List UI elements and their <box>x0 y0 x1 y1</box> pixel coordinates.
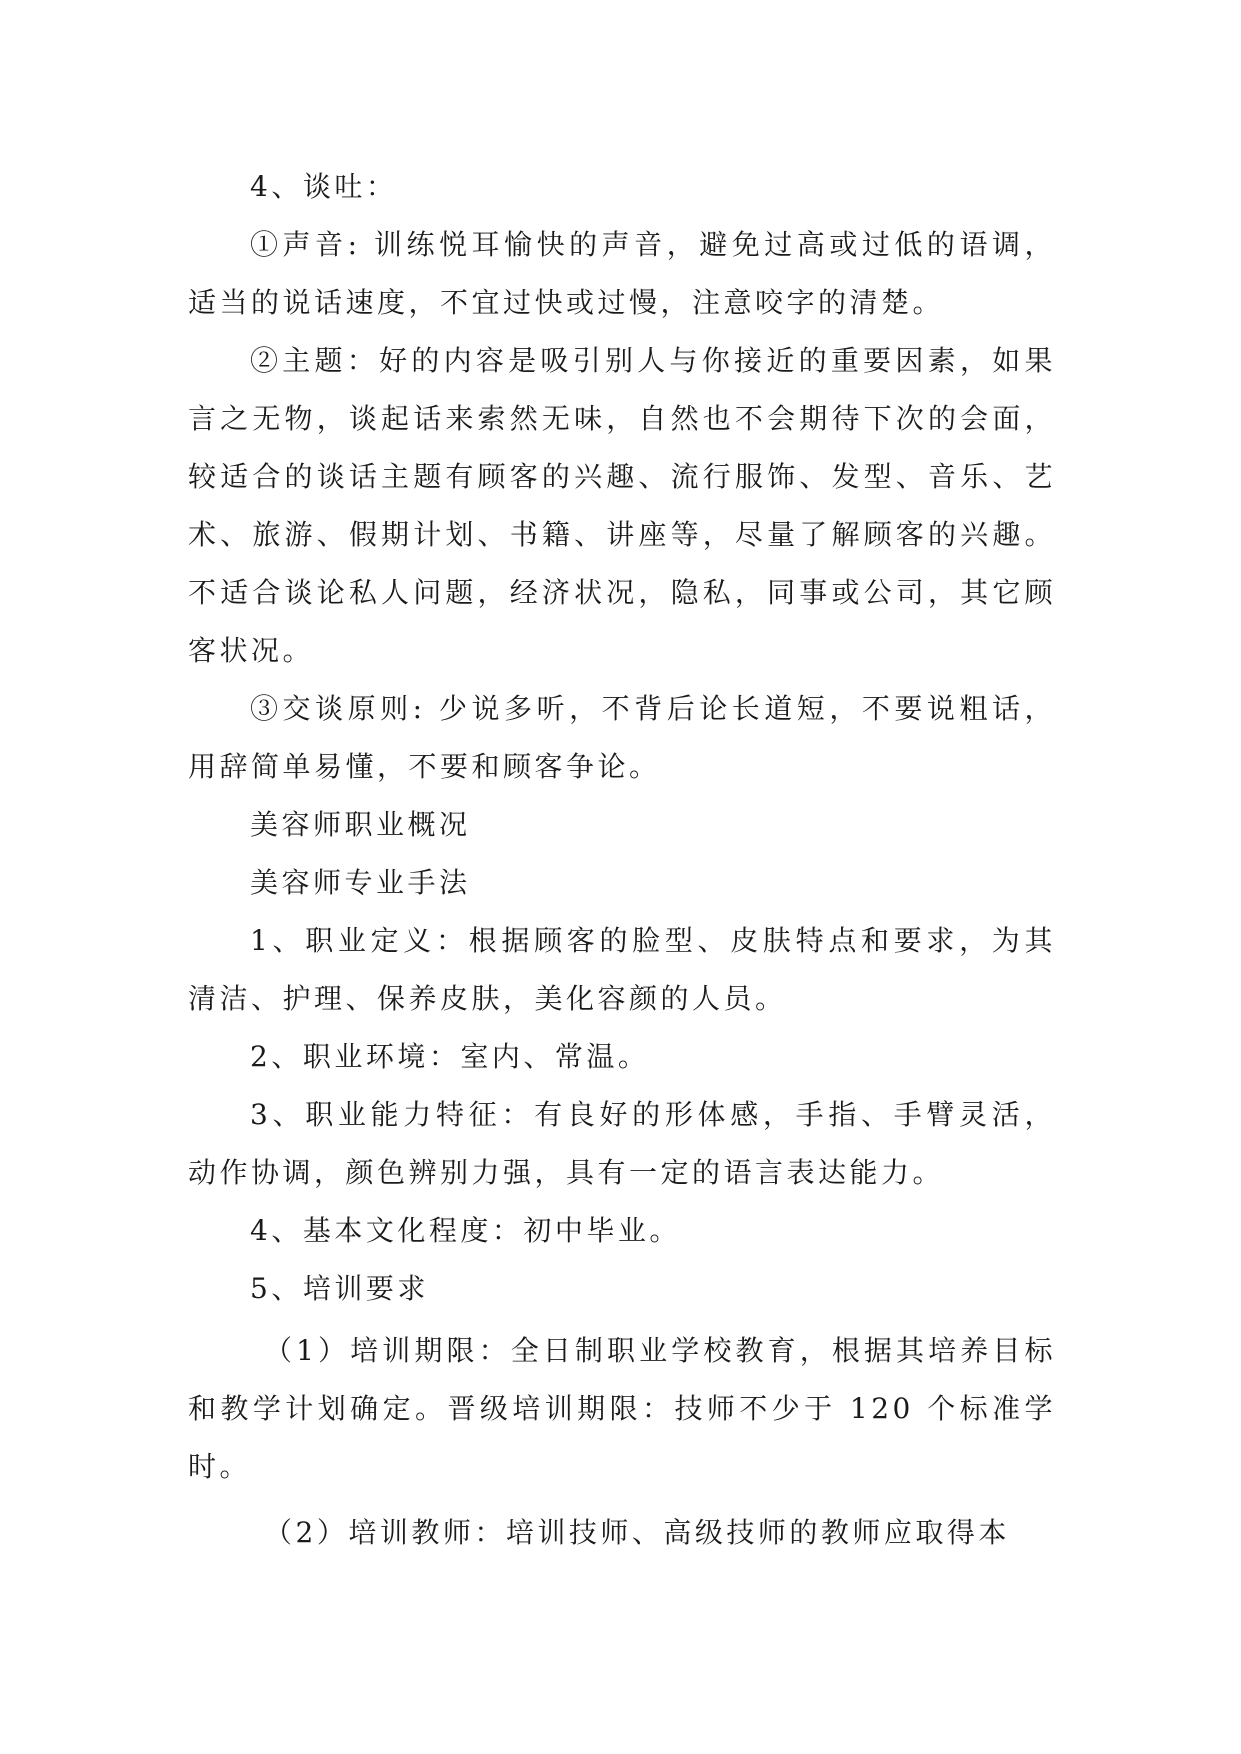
document-body <box>188 158 1056 1562</box>
paragraph-training-period: （1）培训期限：全日制职业学校教育，根据其培养目标和教学计划确定。晋级培训期限：技师不少于 120 个标准学时。 <box>188 1334 1056 1483</box>
paragraph-conversation-principles: ③交谈原则: 少说多听，不背后论长道短，不要说粗话，用辞简单易懂，不要和顾客争论。 <box>188 692 1056 783</box>
paragraph-heading-speech: 4、谈吐： <box>250 170 398 203</box>
paragraph-environment: 2、职业环境：室内、常温。 <box>250 1040 650 1073</box>
paragraph-heading-techniques: 美容师专业手法 <box>250 866 471 899</box>
paragraph-training-teachers: （2）培训教师：培训技师、高级技师的教师应取得本 <box>264 1516 1010 1549</box>
paragraph-voice: ①声音: 训练悦耳愉快的声音，避免过高或过低的语调，适当的说话速度，不宜过快或过慢，注意咬字的清楚。 <box>188 228 1056 319</box>
paragraph-definition: 1、职业定义：根据顾客的脸型、皮肤特点和要求，为其清洁、护理、保养皮肤，美化容颜的人员。 <box>188 924 1056 1015</box>
paragraph-training-requirements: 5、培训要求 <box>250 1272 429 1305</box>
paragraph-abilities: 3、职业能力特征：有良好的形体感，手指、手臂灵活，动作协调，颜色辨别力强，具有一定的语言表达能力。 <box>188 1098 1056 1189</box>
paragraph-topic: ②主题：好的内容是吸引别人与你接近的重要因素，如果言之无物，谈起话来索然无味，自然也不会期待下次的会面，较适合的谈话主题有顾客的兴趣、流行服饰、发型、音乐、艺术、旅游、假期计划、书籍、讲座等，尽量了解顾客的兴趣。不适合谈论私人问题，经济状况，隐私，同事或公司，其它顾客状况。 <box>188 344 1056 667</box>
paragraph-education: 4、基本文化程度：初中毕业。 <box>250 1214 681 1247</box>
paragraph-heading-career-overview: 美容师职业概况 <box>250 808 471 841</box>
